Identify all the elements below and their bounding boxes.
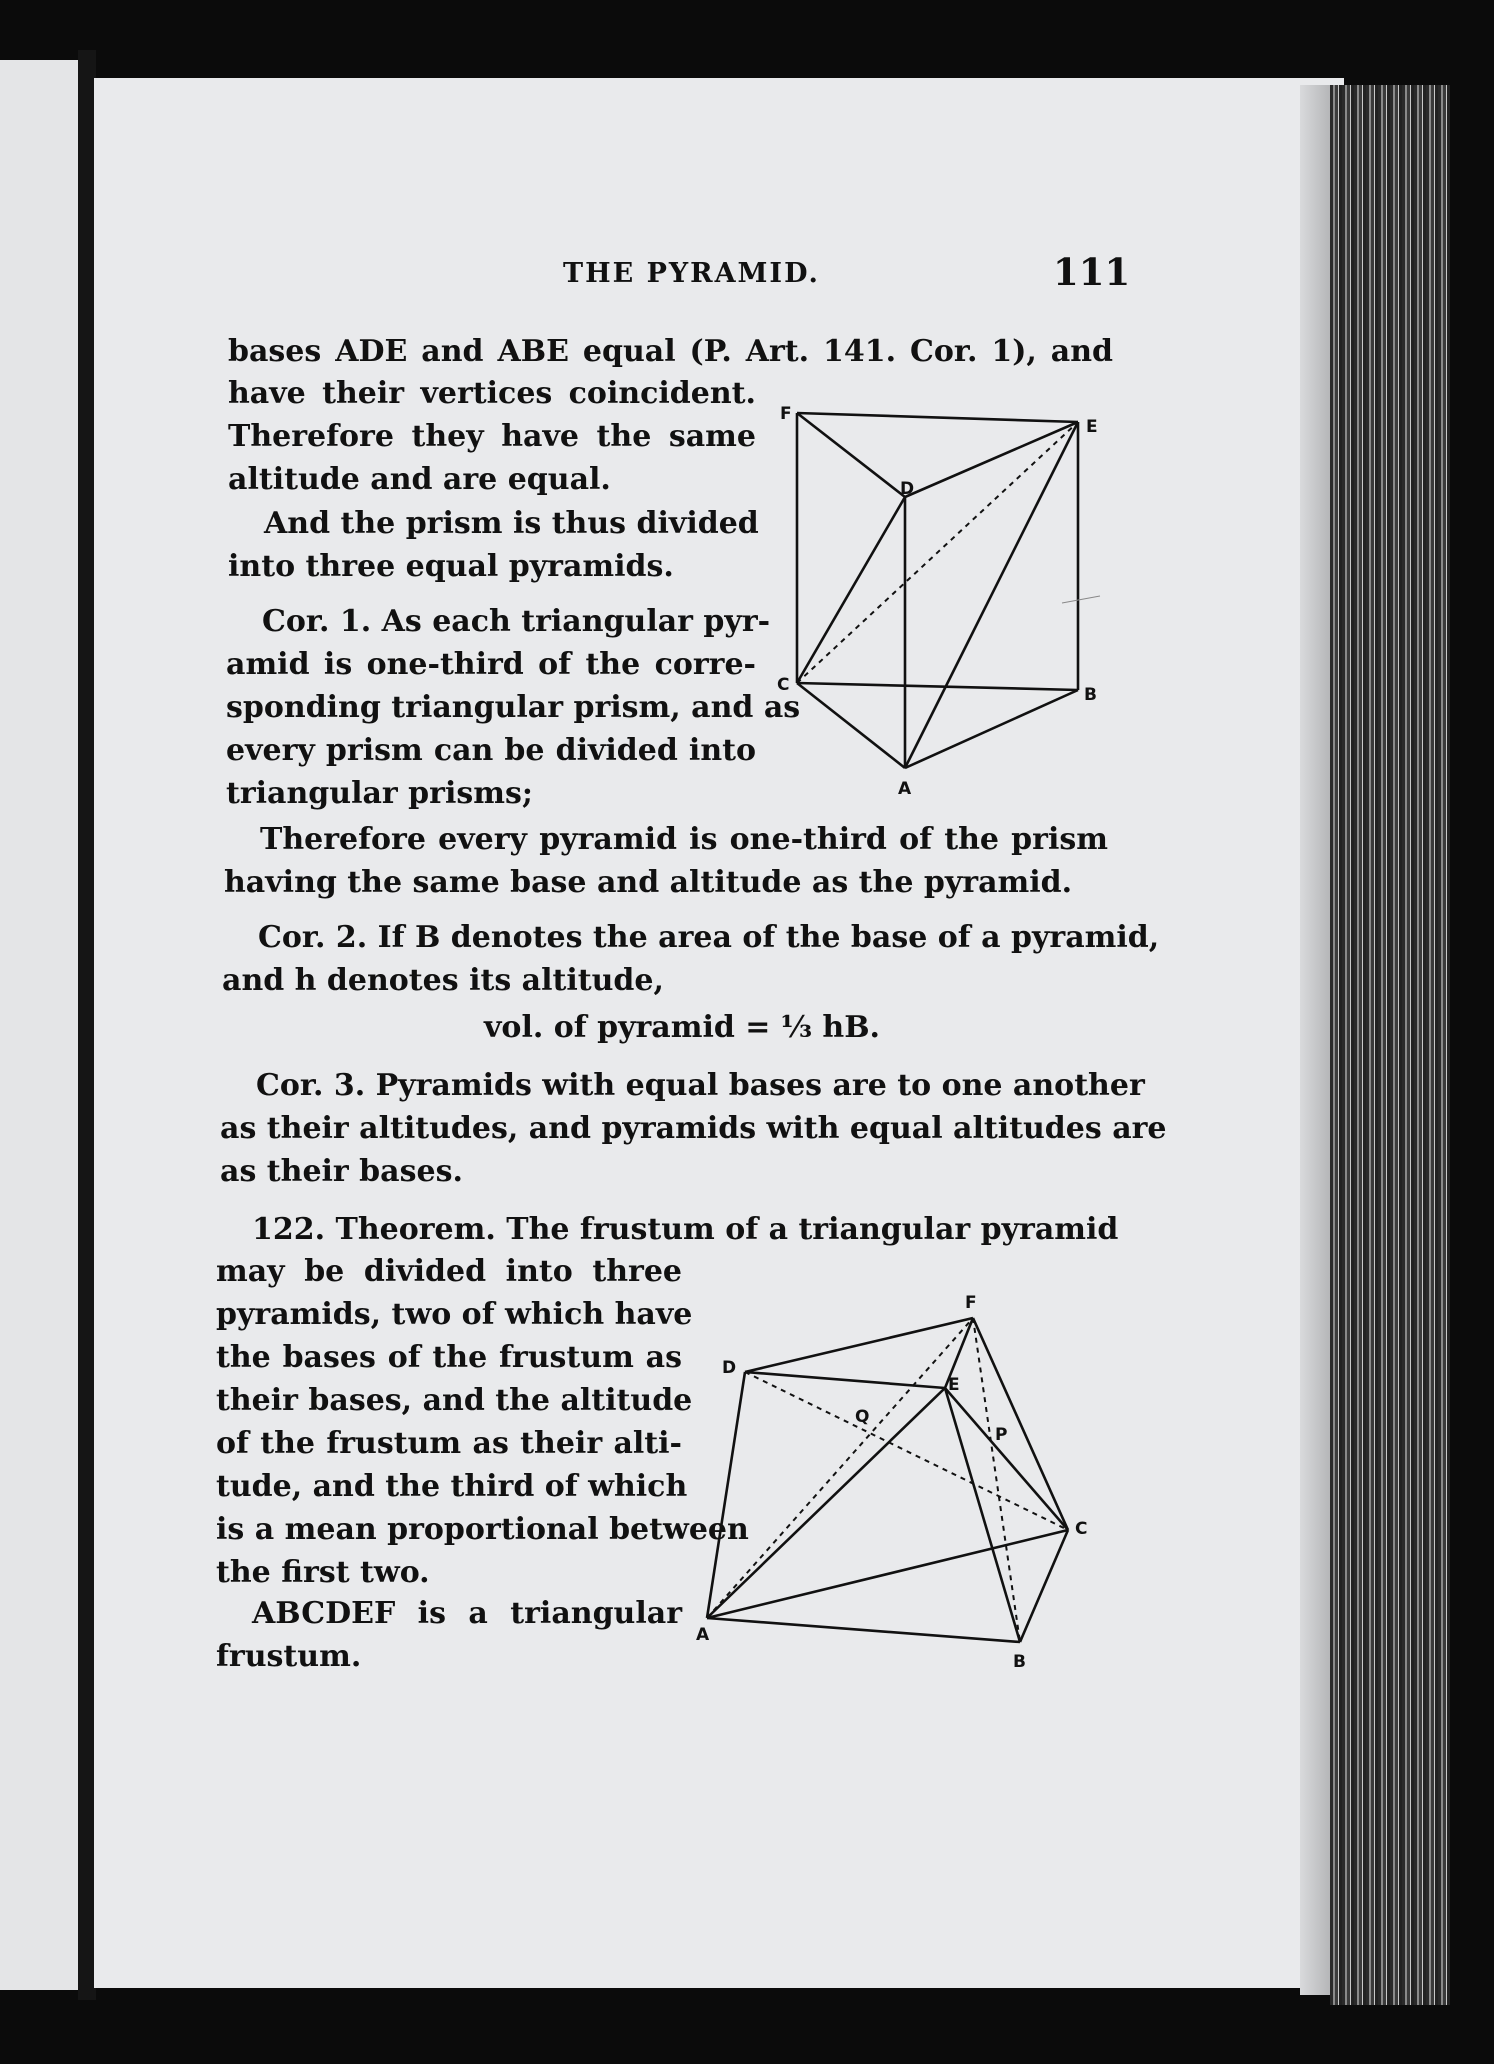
frustum-figure [690, 1280, 1110, 1680]
text-line: is a mean proportional between [216, 1512, 749, 1547]
text-line: into three equal pyramids. [228, 549, 674, 584]
text-line: as their altitudes, and pyramids with equal altitudes are [220, 1111, 1167, 1146]
edge-DE [905, 422, 1078, 497]
corollary-3 [220, 1064, 1167, 1193]
edge-DA [707, 1372, 745, 1618]
running-title: THE PYRAMID. [563, 258, 820, 289]
edge-FB-dashed [973, 1318, 1020, 1642]
text-line: as their bases. [220, 1154, 463, 1189]
text-line: have their vertices coincident. [228, 376, 756, 411]
edge-AB [707, 1618, 1020, 1642]
label-B: B [1013, 1652, 1026, 1672]
label-B: B [1084, 685, 1097, 705]
volume-formula: vol. of pyramid = ⅓ hB. [484, 1010, 880, 1045]
label-D: D [900, 479, 915, 499]
text-line: And the prism is thus divided [264, 506, 759, 541]
text-line: altitude and are equal. [228, 462, 611, 497]
text-line: of the frustum as their alti- [216, 1426, 682, 1461]
text-line: ABCDEF is a triangular [252, 1596, 682, 1631]
edge-FE [797, 413, 1078, 422]
paragraph-1 [228, 372, 756, 501]
text-line: every prism can be divided into [226, 733, 756, 768]
edge-EB [945, 1388, 1020, 1642]
corollary-2 [222, 916, 1160, 1002]
text-line: and h denotes its altitude, [222, 963, 664, 998]
text-line: bases ADE and ABE equal (P. Art. 141. Cor. 1), and [228, 334, 1113, 369]
text-line: Cor. 3. Pyramids with equal bases are to one another [256, 1068, 1145, 1103]
label-A: A [696, 1625, 710, 1645]
edge-AE [905, 422, 1078, 768]
label-C: C [1075, 1519, 1088, 1539]
edge-AF-dashed [707, 1318, 973, 1618]
edge-DC-dashed [745, 1372, 1068, 1530]
label-Q: Q [855, 1407, 870, 1427]
edge-AB [905, 690, 1078, 768]
edge-EC [945, 1388, 1068, 1530]
theorem-122-body [216, 1250, 749, 1594]
text-line: the first two. [216, 1555, 430, 1590]
text-line: tude, and the third of which [216, 1469, 688, 1504]
edge-FD [797, 413, 905, 497]
text-line: Therefore every pyramid is one-third of the prism [260, 822, 1108, 857]
page-stack-edges [1330, 85, 1450, 2005]
label-A: A [898, 779, 912, 799]
text-line: their bases, and the altitude [216, 1383, 693, 1418]
text-line: Cor. 2. If B denotes the area of the base of a pyramid, [258, 920, 1160, 955]
page-number: 111 [1053, 250, 1131, 294]
text-line: pyramids, two of which have [216, 1297, 693, 1332]
text-line: 122. Theorem. The frustum of a triangular pyramid [252, 1212, 1119, 1247]
label-F: F [780, 404, 792, 424]
edge-BC [1020, 1530, 1068, 1642]
label-F: F [965, 1293, 977, 1313]
label-E: E [1086, 417, 1098, 437]
edge-FC [973, 1318, 1068, 1530]
theorem-122-heading [222, 1208, 1119, 1251]
text-line: amid is one-third of the corre- [226, 647, 756, 682]
edge-AE [707, 1388, 945, 1618]
edge-CE-dashed [797, 422, 1078, 683]
text-line: frustum. [216, 1639, 362, 1674]
label-P: P [995, 1425, 1008, 1445]
facing-page-edge [0, 60, 78, 1990]
edge-CD [797, 497, 905, 683]
stray-mark [1062, 596, 1100, 603]
therefore-paragraph [224, 818, 1108, 904]
corollary-1 [226, 600, 801, 815]
text-line: having the same base and altitude as the pyramid. [224, 865, 1073, 900]
edge-AC [707, 1530, 1068, 1618]
text-line: Therefore they have the same [228, 419, 756, 454]
edge-DF [745, 1318, 973, 1372]
label-D: D [722, 1358, 737, 1378]
text-line: Cor. 1. As each triangular pyr- [262, 604, 771, 639]
edge-CA [797, 683, 905, 768]
prism-figure [770, 395, 1110, 799]
edge-CB [797, 683, 1078, 690]
top-line-block [228, 330, 1113, 373]
text-line: may be divided into three [216, 1254, 682, 1289]
text-line: the bases of the frustum as [216, 1340, 682, 1375]
text-line: triangular prisms; [226, 776, 533, 811]
frustum-paragraph [216, 1592, 682, 1678]
text-line: sponding triangular prism, and as [226, 690, 801, 725]
paragraph-2 [228, 502, 759, 588]
label-E: E [948, 1375, 960, 1395]
label-C: C [777, 675, 790, 695]
